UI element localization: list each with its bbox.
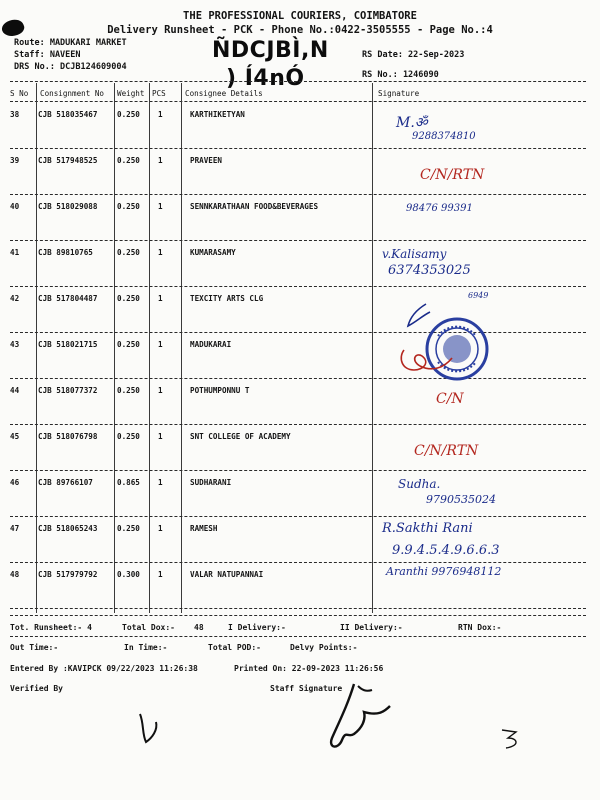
divider — [10, 636, 586, 637]
row-divider — [10, 608, 586, 609]
tot-runsheet: Tot. Runsheet:- 4 — [10, 623, 92, 632]
row-consignee: PRAVEEN — [190, 156, 223, 165]
row-sno: 48 — [10, 570, 20, 579]
col-sno: S No — [10, 89, 29, 98]
row-consignment: CJB 518035467 — [38, 110, 98, 119]
row-consignee: SENNKARATHAAN FOOD&BEVERAGES — [190, 202, 319, 211]
row-consignee: VALAR NATUPANNAI — [190, 570, 264, 579]
row-pcs: 1 — [158, 478, 163, 487]
in-time: In Time:- — [124, 643, 168, 652]
row-consignee: MADUKARAI — [190, 340, 232, 349]
col-signature: Signature — [378, 89, 420, 98]
row-pcs: 1 — [158, 248, 163, 257]
row-consignee: POTHUMPONNU T — [190, 386, 250, 395]
printed-on: Printed On: 22-09-2023 11:26:56 — [234, 664, 384, 673]
barcode-text-1: ÑDCJBÌ,N — [212, 38, 329, 63]
row-sno: 44 — [10, 386, 20, 395]
col-pcs: PCS — [152, 89, 166, 98]
row-sno: 45 — [10, 432, 20, 441]
runsheet-title: Delivery Runsheet - PCK - Phone No.:0422-3505555 - Page No.:4 — [107, 24, 493, 36]
row-weight: 0.250 — [117, 202, 140, 211]
row-sno: 40 — [10, 202, 20, 211]
table-row — [0, 287, 600, 333]
table-row — [0, 471, 600, 517]
table-row — [0, 425, 600, 471]
rs-date: RS Date: 22-Sep-2023 — [362, 50, 465, 60]
signature-ink: M.ॐ — [396, 115, 428, 131]
signature-ink: 98476 99391 — [406, 203, 473, 214]
col-consignment: Consignment No — [40, 89, 105, 98]
row-consignment: CJB 518029088 — [38, 202, 98, 211]
row-consignee: SUDHARANI — [190, 478, 232, 487]
row-sno: 42 — [10, 294, 20, 303]
row-sno: 39 — [10, 156, 20, 165]
divider — [10, 81, 586, 82]
row-weight: 0.250 — [117, 340, 140, 349]
signature-scribble-42 — [396, 300, 456, 380]
row-weight: 0.250 — [117, 386, 140, 395]
row-weight: 0.250 — [117, 294, 140, 303]
row-weight: 0.300 — [117, 570, 140, 579]
row-sno: 47 — [10, 524, 20, 533]
signature-ink-2: 9790535024 — [426, 493, 496, 506]
row-weight: 0.250 — [117, 524, 140, 533]
company-title: THE PROFESSIONAL COURIERS, COIMBATORE — [183, 10, 417, 22]
barcode-text-2: ) Í4nÓ — [226, 66, 305, 91]
row-sno: 38 — [10, 110, 20, 119]
row-pcs: 1 — [158, 340, 163, 349]
signature-area — [376, 195, 591, 241]
row-consignment: CJB 517979792 — [38, 570, 98, 579]
table-row — [0, 241, 600, 287]
signature-area — [376, 241, 591, 287]
row-pcs: 1 — [158, 110, 163, 119]
ii-delivery: II Delivery:- — [340, 623, 403, 632]
row-consignment: CJB 518076798 — [38, 432, 98, 441]
row-consignment: CJB 89810765 — [38, 248, 93, 257]
row-sno: 43 — [10, 340, 20, 349]
signature-area — [376, 103, 591, 149]
staff-label: Staff: NAVEEN — [14, 50, 81, 60]
table-row — [0, 563, 600, 609]
row-weight: 0.250 — [117, 156, 140, 165]
row-consignee: KARTHIKETYAN — [190, 110, 245, 119]
signature-ink: C/N/RTN — [414, 443, 479, 459]
drs-number: DRS No.: DCJB124609004 — [14, 62, 127, 72]
table-row — [0, 333, 600, 379]
row-pcs: 1 — [158, 294, 163, 303]
i-delivery: I Delivery:- — [228, 623, 286, 632]
table-row — [0, 379, 600, 425]
col-weight: Weight — [117, 89, 145, 98]
signature-ink-2: 9288374810 — [412, 131, 476, 142]
row-consignment: CJB 518077372 — [38, 386, 98, 395]
row-pcs: 1 — [158, 524, 163, 533]
signature-area — [376, 425, 591, 471]
row-weight: 0.250 — [117, 432, 140, 441]
row-consignment: CJB 517948525 — [38, 156, 98, 165]
row-sno: 41 — [10, 248, 20, 257]
row-consignee: SNT COLLEGE OF ACADEMY — [190, 432, 291, 441]
signature-ink: Sudha. — [398, 477, 441, 491]
total-pod: Total POD:- — [208, 643, 261, 652]
page-mark — [496, 724, 526, 754]
signature-ink-2: 9.9.4.5.4.9.6.6.3 — [392, 543, 500, 558]
row-pcs: 1 — [158, 156, 163, 165]
signature-ink: C/N — [436, 391, 464, 407]
verified-by: Verified By — [10, 684, 63, 693]
row-consignment: CJB 518021715 — [38, 340, 98, 349]
signature-area — [376, 379, 591, 425]
signature-area — [376, 149, 591, 195]
row-consignee: KUMARASAMY — [190, 248, 236, 257]
signature-area — [376, 517, 591, 563]
col-consignee: Consignee Details — [185, 89, 263, 98]
rs-number: RS No.: 1246090 — [362, 70, 439, 80]
staff-signature-mark — [318, 676, 398, 756]
divider — [10, 615, 586, 616]
table-row — [0, 149, 600, 195]
table-row — [0, 103, 600, 149]
signature-area — [376, 471, 591, 517]
row-weight: 0.865 — [117, 478, 140, 487]
row-pcs: 1 — [158, 386, 163, 395]
signature-ink: C/N/RTN — [420, 167, 485, 183]
row-weight: 0.250 — [117, 248, 140, 257]
out-time: Out Time:- — [10, 643, 59, 652]
signature-area — [376, 563, 591, 609]
delvy-points: Delvy Points:- — [290, 643, 358, 652]
row-pcs: 1 — [158, 570, 163, 579]
route-label: Route: MADUKARI MARKET — [14, 38, 127, 48]
total-dox-value: 48 — [194, 623, 204, 632]
staff-signature-label: Staff Signature — [270, 684, 343, 693]
divider — [10, 101, 586, 102]
row-consignment: CJB 518065243 — [38, 524, 98, 533]
row-consignee: TEXCITY ARTS CLG — [190, 294, 264, 303]
row-consignment: CJB 517804487 — [38, 294, 98, 303]
signature-ink-2: 6374353025 — [388, 263, 471, 278]
row-pcs: 1 — [158, 432, 163, 441]
row-weight: 0.250 — [117, 110, 140, 119]
signature-ink: v.Kalisamy — [382, 247, 447, 261]
table-row — [0, 195, 600, 241]
row-consignee: RAMESH — [190, 524, 218, 533]
verifier-signature-mark — [130, 708, 170, 748]
total-dox-label: Total Dox:- — [122, 623, 175, 632]
row-consignment: CJB 89766107 — [38, 478, 93, 487]
signature-ink: R.Sakthi Rani — [382, 521, 473, 536]
signature-ink-2: 6949 — [468, 291, 489, 300]
row-sno: 46 — [10, 478, 20, 487]
table-row — [0, 517, 600, 563]
rtn-dox: RTN Dox:- — [458, 623, 502, 632]
entered-by: Entered By :KAVIPCK 09/22/2023 11:26:38 — [10, 664, 198, 673]
row-pcs: 1 — [158, 202, 163, 211]
signature-ink: Aranthi 9976948112 — [386, 565, 502, 578]
